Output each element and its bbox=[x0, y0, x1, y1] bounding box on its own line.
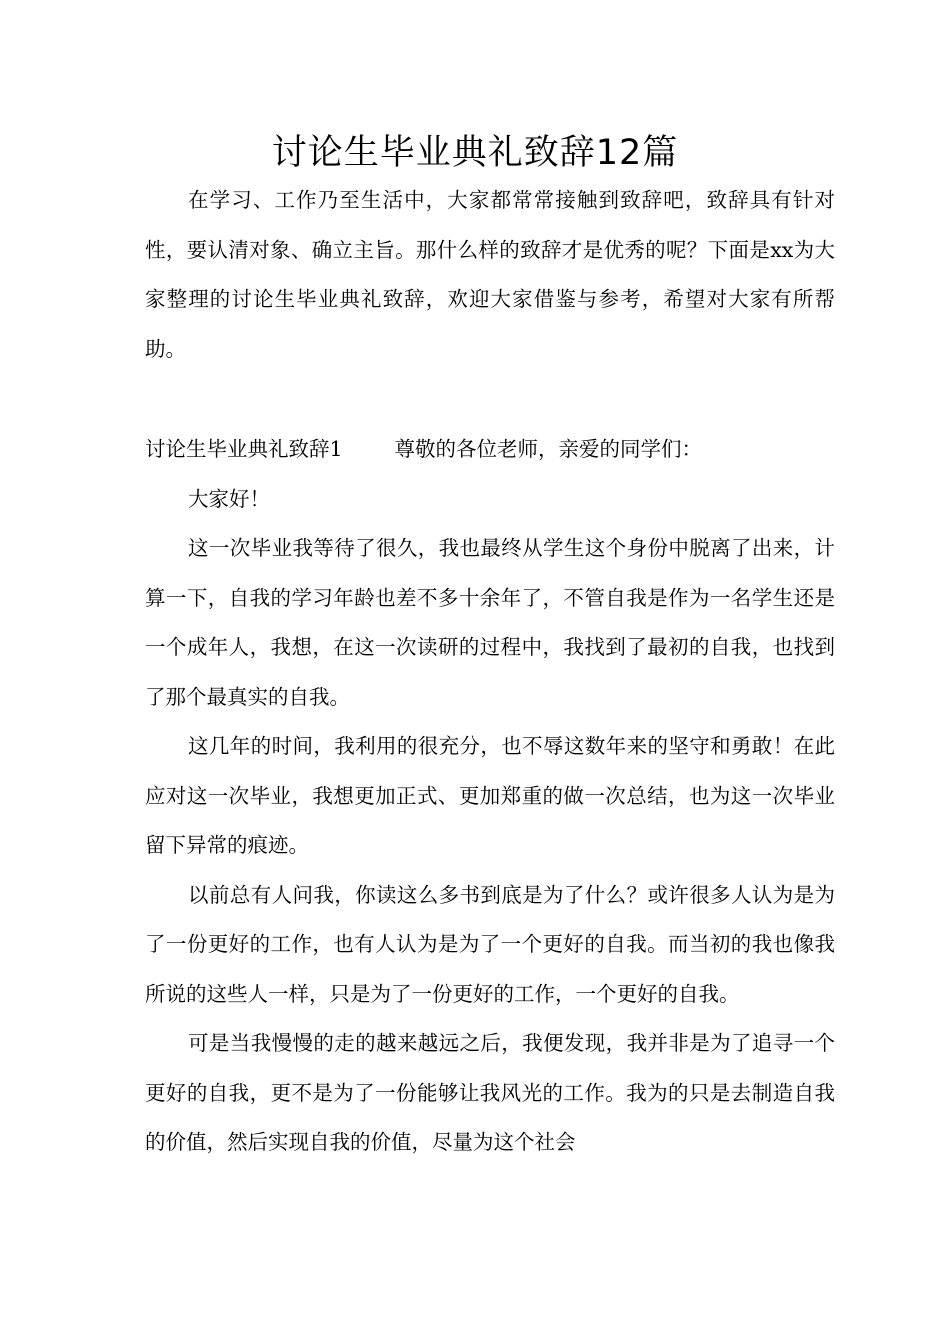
intro-paragraph: 在学习、工作乃至生活中，大家都常常接触到致辞吧，致辞具有针对性，要认清对象、确立主旨。那什么样的致辞才是优秀的呢？下面是xx为大家整理的讨论生毕业典礼致辞，欢迎大家借鉴与参考，希望对大家有所帮助。 bbox=[145, 188, 835, 361]
document-title: 讨论生毕业典礼致辞12篇 bbox=[271, 133, 679, 173]
speech-paragraph: 可是当我慢慢的走的越来越远之后，我便发现，我并非是为了追寻一个更好的自我，更不是为了一份能够让我风光的工作。我为的只是去制造自我的价值，然后实现自我的价值，尽量为这个社会 bbox=[145, 1031, 835, 1154]
section-heading: 讨论生毕业典礼致辞1 bbox=[145, 437, 343, 461]
speech-paragraph: 这一次毕业我等待了很久，我也最终从学生这个身份中脱离了出来，计算一下，自我的学习年龄也差不多十余年了，不管自我是作为一名学生还是一个成年人，我想，在这一次读研的过程中，我找到了最初的自我，也找到了那个最真实的自我。 bbox=[145, 536, 835, 709]
salutation: 尊敬的各位老师，亲爱的同学们： bbox=[394, 437, 703, 461]
intro-section bbox=[145, 176, 835, 374]
speech-paragraph: 以前总有人问我，你读这么多书到底是为了什么？或许很多人认为是为了一份更好的工作，也有人认为是为了一个更好的自我。而当初的我也像我所说的这些人一样，只是为了一份更好的工作，一个更好的自我。 bbox=[145, 882, 835, 1006]
speech-paragraph: 大家好！ bbox=[188, 486, 271, 511]
speech-section-1 bbox=[145, 425, 835, 1168]
section-heading-line bbox=[145, 425, 835, 475]
speech-paragraph: 这几年的时间，我利用的很充分，也不辱这数年来的坚守和勇敢！在此应对这一次毕业，我想更加正式、更加郑重的做一次总结，也为这一次毕业留下异常的痕迹。 bbox=[145, 734, 835, 857]
